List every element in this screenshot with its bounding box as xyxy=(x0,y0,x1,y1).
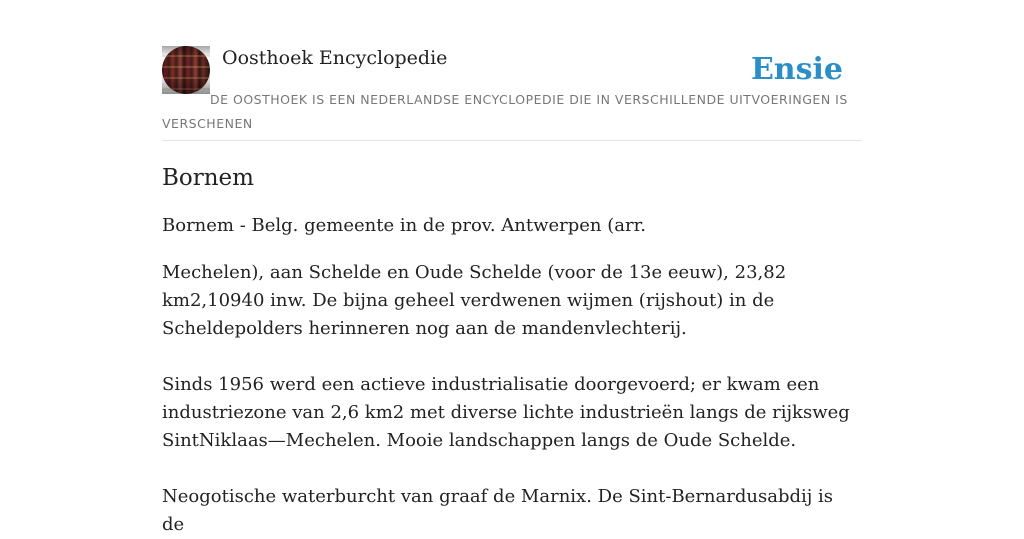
ensie-logo-link[interactable]: Ensie xyxy=(750,52,843,87)
article-title: Bornem xyxy=(162,165,254,191)
article-paragraph: Mechelen), aan Schelde en Oude Schelde (voor de 13e eeuw), 23,82 km2,10940 inw. De bijna geheel verdwenen wijmen (rijshout) in de Scheldepolders herinneren nog aan de mandenvlechterij. xyxy=(162,262,787,339)
article-paragraph: Neogotische waterburcht van graaf de Marnix. De Sint-Bernardusabdij is de xyxy=(162,486,834,535)
site-header xyxy=(162,46,862,141)
site-name[interactable]: Oosthoek Encyclopedie xyxy=(222,47,448,69)
encyclopedia-avatar[interactable] xyxy=(162,46,210,94)
article-paragraph: Sinds 1956 werd een actieve industrialisatie doorgevoerd; er kwam een industriezone van 2,6 km2 met diverse lichte industrieën langs de rijksweg SintNiklaas—Mechelen. Mooie landschappen langs de Oude Schelde. xyxy=(162,374,850,451)
article-lead: Bornem - Belg. gemeente in de prov. Antwerpen (arr. xyxy=(162,215,646,236)
article-content xyxy=(162,160,852,539)
site-tagline: DE OOSTHOEK IS EEN NEDERLANDSE ENCYCLOPEDIE DIE IN VERSCHILLENDE UITVOERINGEN IS VERSCHENEN xyxy=(162,92,848,131)
